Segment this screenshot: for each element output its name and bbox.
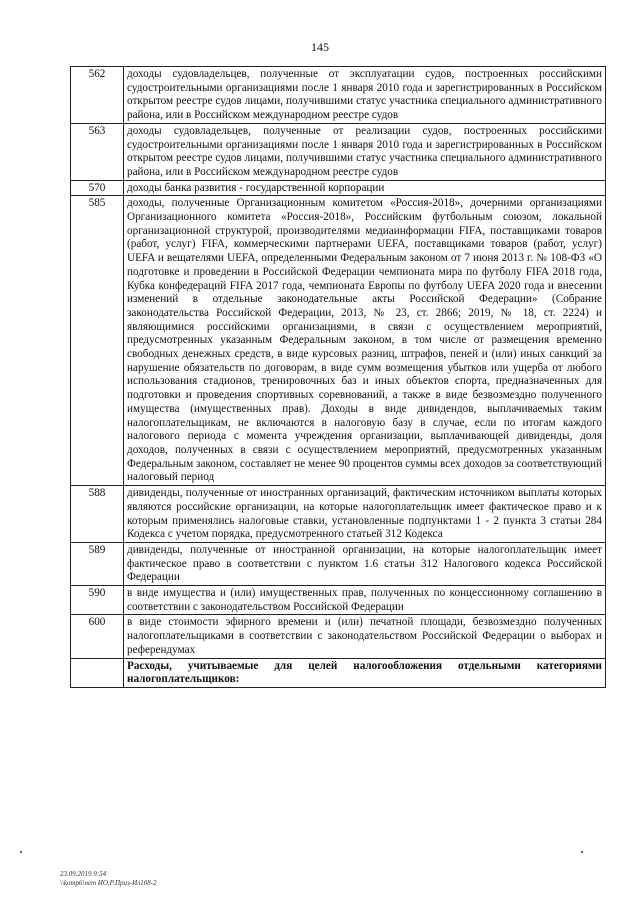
row-code: 589 [71, 542, 124, 585]
table-row [71, 196, 606, 486]
scan-speck [581, 851, 583, 853]
row-description: доходы, полученные Организационным комитетом «Россия-2018», дочерними организациями Организационного комитета «Россия-2018», Российским футбольным союзом, локальной организационной структурой, производителями медиаинформации FIFA, поставщиками товаров (работ, услуг) FIFA, коммерческими партнерами UEFA, поставщиками товаров (работ, услуг) UEFA и вещателями UEFA, определенными Федеральным законом от 7 июня 2013 г. № 108-ФЗ «О подготовке и проведении в Российской Федерации чемпионата мира по футболу FIFA 2018 года, Кубка конфедераций FIFA 2017 года, чемпионата Европы по футболу UEFA 2020 года и внесении изменений в отдельные законодательные акты Российской Федерации» (Собрание законодательства Российской Федерации, 2013, № 23, ст. 2866; 2019, № 18, ст. 2224) и являющимися российскими организациями, в связи с осуществлением мероприятий, предусмотренных указанным Федеральным законом, в том числе от размещения временно свободных денежных средств, в виде курсовых разниц, штрафов, пеней и (или) иных санкций за нарушение обязательств по договорам, в виде сумм возмещения убытков или ущерба от любого использования стадионов, тренировочных баз и иных объектов спорта, предназначенных для подготовки и проведения спортивных соревнований, а также в виде безвозмездно полученного имущества (имущественных прав). Доходы в виде дивидендов, выплачиваемых таким налогоплательщикам, не включаются в налоговую базу в случае, если по итогам каждого налогового периода с момента учреждения организации, выплачивающей дивиденды, доля доходов, полученных в связи с осуществлением мероприятий, предусмотренных указанным Федеральным законом, составляет не менее 90 процентов суммы всех доходов за соответствующий налоговый период [124, 196, 606, 486]
row-code: 588 [71, 486, 124, 543]
row-description: дивиденды, полученные от иностранной организации, на которые налогоплательщик имеет фактическое право в соответствии с пунктом 1.6 статьи 312 Налогового кодекса Российской Федерации [124, 542, 606, 585]
empty-code-cell [71, 658, 124, 687]
table-row [71, 486, 606, 543]
row-code: 562 [71, 67, 124, 124]
row-description: доходы судовладельцев, полученные от реализации судов, построенных российскими судостроительными организациями после 1 января 2010 года и зарегистрированных в Российском открытом реестре судов лицами, получившими статус участника специального административного района, или в Российском международном реестре судов [124, 123, 606, 180]
row-code: 590 [71, 586, 124, 615]
page-number: 145 [311, 40, 329, 54]
row-description: в виде имущества и (или) имущественных прав, полученных по концессионному соглашению в соответствии с законодательством Российской Федерации [124, 586, 606, 615]
scan-speck [20, 851, 22, 853]
table-row [71, 542, 606, 585]
stamp-date: 23.09.2019 9:54 [60, 870, 107, 878]
row-code: 585 [71, 196, 124, 486]
row-code: 570 [71, 180, 124, 196]
row-description: доходы банка развития - государственной корпорации [124, 180, 606, 196]
row-description: доходы судовладельцев, полученные от эксплуатации судов, построенных российскими судостроительными организациями после 1 января 2010 года и зарегистрированных в Российском открытом реестре судов лицами, получившими статус участника специального административного района, или в Российском международном реестре судов [124, 67, 606, 124]
stamp-path: \\komp6\нет ИО.Р.Приз-Ил108-2 [60, 879, 157, 887]
table-row [71, 67, 606, 124]
row-code: 600 [71, 615, 124, 658]
footer-stamp [60, 870, 157, 888]
row-description: в виде стоимости эфирного времени и (или) печатной площади, безвозмездно полученных налогоплательщиками в соответствии с законодательством Российской Федерации о выборах и референдумах [124, 615, 606, 658]
row-description: дивиденды, полученные от иностранных организаций, фактическим источником выплаты которых являются российские организации, на которые налогоплательщик имеет фактическое право и к которым применялись налоговые ставки, установленные подпунктами 1 - 2 пункта 3 статьи 284 Кодекса с учетом порядка, предусмотренного статьей 312 Кодекса [124, 486, 606, 543]
table-row [71, 180, 606, 196]
table-row [71, 615, 606, 658]
row-code: 563 [71, 123, 124, 180]
section-heading: Расходы, учитываемые для целей налогообложения отдельными категориями налогоплательщиков: [124, 658, 606, 687]
table-row [71, 586, 606, 615]
table-row [71, 123, 606, 180]
table-body [71, 67, 606, 688]
section-heading-row [71, 658, 606, 687]
income-codes-table [70, 66, 606, 688]
